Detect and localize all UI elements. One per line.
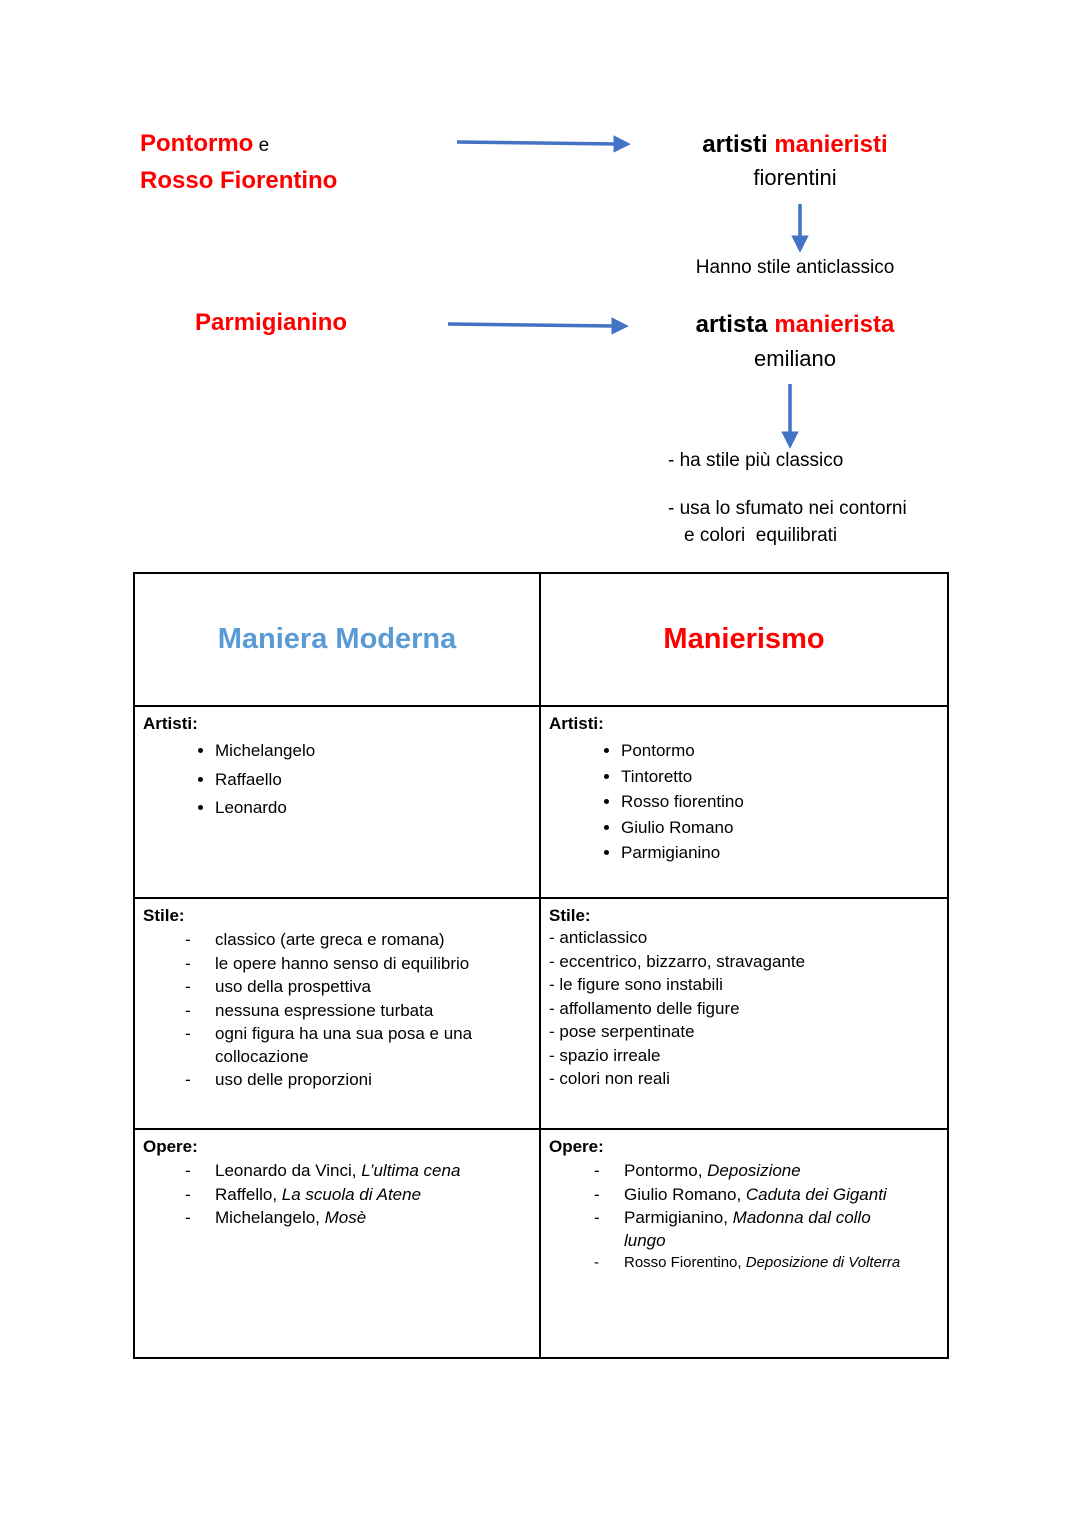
list-item: - uso della prospettiva [215, 976, 531, 998]
list-item: - anticlassico [549, 928, 648, 948]
header-manierismo: Manierismo [541, 574, 947, 707]
header-maniera-moderna: Maniera Moderna [135, 574, 541, 707]
work-title: La scuola di Atene [281, 1184, 422, 1204]
list-item: - classico (arte greca e romana) [215, 929, 531, 951]
stile-label: Stile: [143, 906, 185, 925]
list-item: • Michelangelo [215, 740, 531, 762]
artisti-label: Artisti: [143, 714, 198, 733]
moderna-stile-list [143, 929, 531, 1091]
artista-manierista-block [640, 311, 950, 372]
comparison-table [133, 572, 949, 1359]
moderna-artisti-cell [135, 707, 541, 899]
list-item: - pose serpentinate [549, 1022, 695, 1042]
artista-manierista-line [640, 311, 950, 339]
list-item: • Rosso fiorentino [621, 791, 939, 813]
pontormo-name: Pontormo [140, 130, 254, 157]
manierismo-opere-list [549, 1160, 914, 1273]
work-title: Madonna dal collo lungo [624, 1208, 871, 1250]
connector-arrows [0, 0, 1080, 560]
manierismo-stile-list [549, 927, 939, 1090]
opere-label: Opere: [549, 1137, 604, 1156]
list-item: - affollamento delle figure [549, 998, 740, 1018]
right-arrow-icon [457, 142, 616, 144]
work-author: Giulio Romano, [624, 1184, 746, 1204]
list-item [215, 1160, 531, 1182]
artisti-manieristi-line [640, 131, 950, 159]
emiliano-line: emiliano [754, 346, 836, 371]
list-item: • Leonardo [215, 797, 531, 819]
artisti-word: artisti [702, 131, 775, 158]
opere-label: Opere: [143, 1137, 198, 1156]
list-item: • Giulio Romano [621, 817, 939, 839]
manieristi-word: manieristi [774, 131, 888, 158]
work-author: Leonardo da Vinci, [215, 1161, 362, 1181]
list-item [624, 1184, 914, 1206]
list-item: - le opere hanno senso di equilibrio [215, 953, 531, 975]
work-title: Deposizione [707, 1161, 801, 1181]
moderna-stile-cell [135, 899, 541, 1130]
moderna-artisti-list [143, 740, 531, 819]
artista-word: artista [695, 311, 775, 338]
note-stile-classico: - ha stile più classico [668, 450, 844, 471]
pontormo-suffix: e [253, 135, 270, 156]
list-item: - uso delle proporzioni [215, 1069, 531, 1091]
work-author: Parmigianino, [624, 1208, 733, 1228]
list-item: • Parmigianino [621, 842, 939, 864]
parmigianino-line: Parmigianino [195, 309, 348, 336]
fiorentini-line: fiorentini [753, 165, 837, 190]
manierista-word: manierista [774, 311, 895, 338]
list-item: • Tintoretto [621, 766, 939, 788]
list-item [624, 1207, 914, 1252]
manierismo-opere-cell [541, 1130, 947, 1357]
manierismo-stile-cell [541, 899, 947, 1130]
moderna-opere-list [143, 1160, 531, 1229]
work-author: Raffello, [215, 1184, 282, 1204]
artisti-manieristi-block [640, 131, 950, 191]
stile-label: Stile: [549, 906, 591, 925]
artisti-label: Artisti: [549, 714, 604, 733]
manierismo-artisti-list [549, 740, 939, 864]
moderna-opere-cell [135, 1130, 541, 1357]
work-author: Michelangelo, [215, 1208, 325, 1228]
hanno-stile-line: Hanno stile anticlassico [695, 257, 895, 278]
list-item: - eccentrico, bizzarro, stravagante [549, 951, 806, 971]
list-item [624, 1253, 914, 1273]
list-item: • Raffaello [215, 769, 531, 791]
list-item: - ogni figura ha una sua posa e una collocazione [215, 1023, 531, 1068]
list-item: • Pontormo [621, 740, 939, 762]
work-title: L’ultima cena [361, 1161, 461, 1181]
work-author: Rosso Fiorentino, [624, 1254, 746, 1272]
manierismo-artisti-cell [541, 707, 947, 899]
right-arrow-icon [448, 324, 614, 326]
note-sfumato-line1: - usa lo sfumato nei contorni [668, 498, 907, 519]
list-item [215, 1207, 531, 1229]
note-sfumato-line2: e colori equilibrati [684, 525, 838, 546]
list-item: - spazio irreale [549, 1045, 661, 1065]
work-title: Deposizione di Volterra [745, 1254, 901, 1272]
list-item: - le figure sono instabili [549, 975, 723, 995]
list-item [215, 1184, 531, 1206]
work-author: Pontormo, [624, 1161, 708, 1181]
list-item: - colori non reali [549, 1069, 670, 1089]
work-title: Mosè [324, 1208, 367, 1228]
work-title: Caduta dei Giganti [745, 1184, 887, 1204]
list-item [624, 1160, 914, 1182]
list-item: - nessuna espressione turbata [215, 1000, 531, 1022]
pontormo-line [140, 130, 269, 158]
rosso-fiorentino-line: Rosso Fiorentino [140, 167, 338, 194]
